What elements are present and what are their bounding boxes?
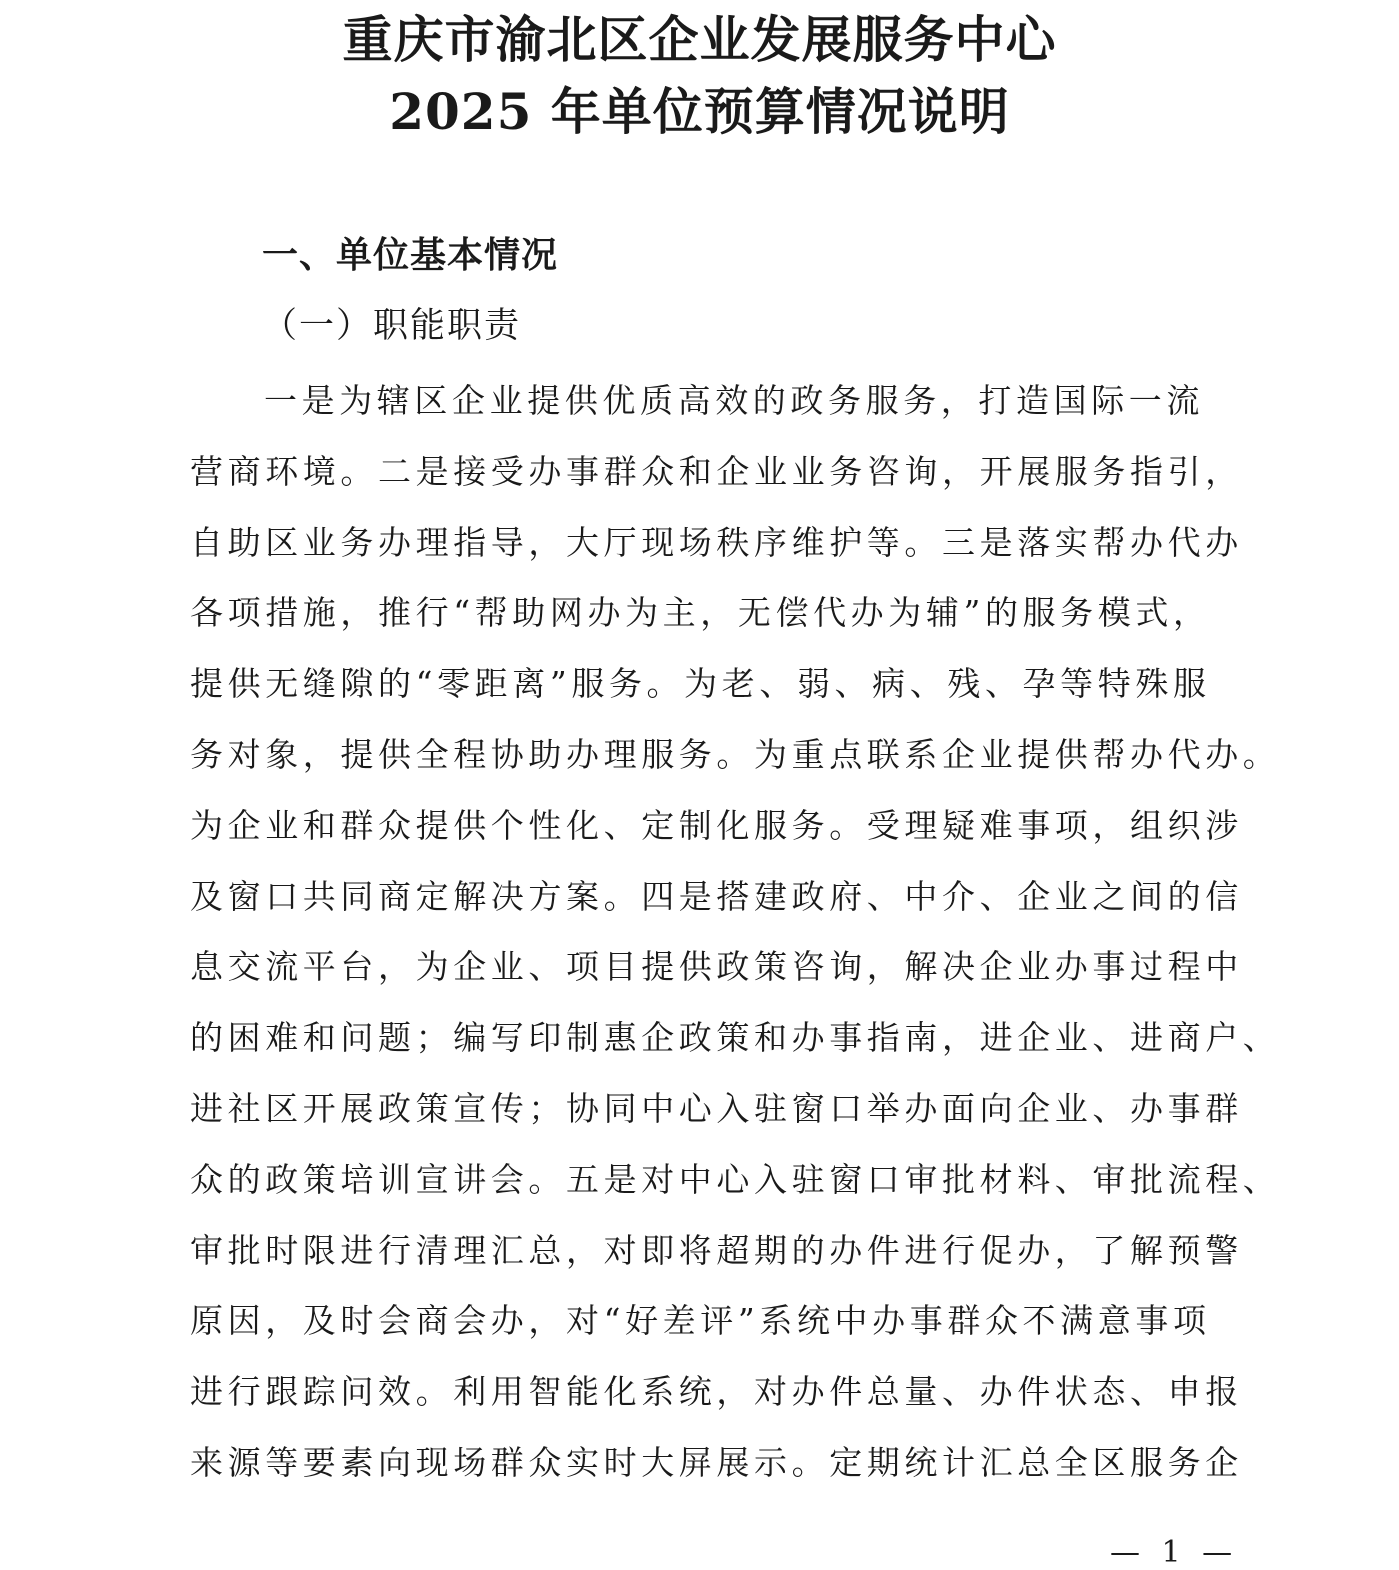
body-line: 为企业和群众提供个性化、定制化服务。受理疑难事项，组织涉 [190,805,1243,845]
document-title-line1: 重庆市渝北区企业发展服务中心 [342,10,1057,69]
subsection-heading: （一）职能职责 [262,306,522,346]
body-line: 务对象，提供全程协助办理服务。为重点联系企业提供帮办代办。 [190,734,1281,774]
body-line: 的困难和问题；编写印制惠企政策和办事指南，进企业、进商户、 [190,1018,1281,1058]
body-line: 审批时限进行清理汇总，对即将超期的办件进行促办，了解预警 [190,1230,1243,1270]
body-line: 提供无缝隙的“零距离”服务。为老、弱、病、残、孕等特殊服 [190,664,1211,704]
body-line: 原因，及时会商会办，对“好差评”系统中办事群众不满意事项 [190,1301,1211,1341]
body-line: 营商环境。二是接受办事群众和企业业务咨询，开展服务指引， [190,451,1243,491]
body-line: 一是为辖区企业提供优质高效的政务服务，打造国际一流 [264,381,1204,420]
body-line: 及窗口共同商定解决方案。四是搭建政府、中介、企业之间的信 [190,876,1243,916]
page-number: — 1 — [1110,1535,1239,1570]
document-title-line2: 2025 年单位预算情况说明 [389,82,1010,141]
body-text [190,366,1281,1499]
body-line: 进社区开展政策宣传；协同中心入驻窗口举办面向企业、办事群 [190,1088,1243,1128]
body-line: 自助区业务办理指导，大厅现场秩序维护等。三是落实帮办代办 [190,522,1243,562]
body-line: 进行跟踪问效。利用智能化系统，对办件总量、办件状态、申报 [190,1372,1243,1412]
section-heading: 一、单位基本情况 [262,235,559,276]
body-line: 各项措施，推行“帮助网办为主，无偿代办为辅”的服务模式， [190,593,1211,633]
body-line: 息交流平台，为企业、项目提供政策咨询，解决企业办事过程中 [190,947,1243,987]
body-line: 众的政策培训宣讲会。五是对中心入驻窗口审批材料、审批流程、 [190,1159,1281,1199]
body-line: 来源等要素向现场群众实时大屏展示。定期统计汇总全区服务企 [190,1442,1243,1482]
